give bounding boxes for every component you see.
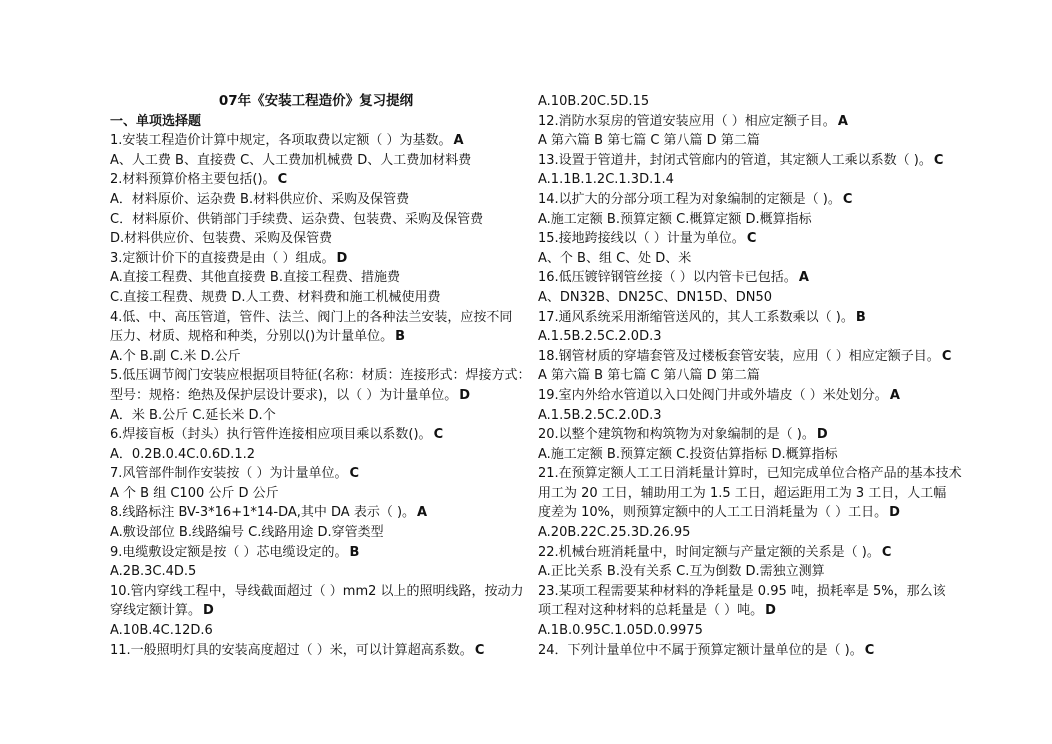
line-text: A.1.5B.2.5C.2.0D.3 [538,407,662,423]
answer-letter: B [395,329,406,345]
line-text: 穿线定额计算。 [110,603,202,619]
line-text: 一、单项选择题 [110,113,202,129]
text-line [110,425,522,445]
answer-letter: A [453,133,464,149]
line-text: 24．下列计量单位中不属于预算定额计量单位的是（ )。 [538,642,863,658]
text-line [110,288,522,308]
text-line [538,406,950,426]
text-line [538,229,950,249]
line-text: A.10B.20C.5D.15 [538,94,650,109]
text-line [110,170,522,190]
answer-letter: C [864,642,875,658]
answer-letter: C [881,544,892,560]
text-line [538,543,950,563]
line-text: A.敷设部位 B.线路编号 C.线路用途 D.穿管类型 [110,525,384,541]
text-line [538,190,950,210]
line-text: A．材料原价、运杂费 B.材料供应价、采购及保管费 [110,191,410,207]
text-line [110,523,522,543]
text-line [538,641,950,661]
line-text: A.个 B.副 C.米 D.公斤 [110,348,241,364]
line-text: A.10B.4C.12D.6 [110,623,213,639]
document-title [110,92,522,112]
text-line [110,249,522,269]
text-line [110,229,522,249]
text-line [538,464,962,484]
line-text: A.施工定额 B.预算定额 C.投资估算指标 D.概算指标 [538,446,838,462]
line-text: A．0.2B.0.4C.0.6D.1.2 [110,446,255,462]
text-line [110,582,522,602]
text-line [538,288,950,308]
answer-letter: C [277,172,288,188]
text-line [538,484,950,504]
text-line [538,151,950,171]
line-text: 度差为 10%，则预算定额中的人工工日消耗量为（ ）工日。 [538,505,888,521]
text-line [110,131,522,151]
text-line [538,249,950,269]
line-text: 14.以扩大的分部分项工程为对象编制的定额是（ )。 [538,191,841,207]
line-text: 21.在预算定额人工工日消耗量计算时，已知完成单位合格产品的基本技术 [538,466,962,482]
answer-letter: C [349,466,360,482]
line-text: A.施工定额 B.预算定额 C.概算定额 D.概算指标 [538,211,812,227]
text-line [538,582,950,602]
text-line [110,464,522,484]
line-text: A 第六篇 B 第七篇 C 第八篇 D 第二篇 [538,368,760,384]
line-text: A 个 B 组 C100 公斤 D 公斤 [110,485,279,501]
answer-letter: A [837,113,848,129]
text-line [538,523,950,543]
answer-letter: D [336,250,348,266]
text-line [538,562,950,582]
answer-letter: A [417,505,428,521]
text-line [538,308,950,328]
line-text: 2.材料预算价格主要包括()。 [110,172,276,188]
text-line [538,112,950,132]
line-text: A、DN32B、DN25C、DN15D、DN50 [538,289,773,305]
right-column [538,92,962,660]
line-text: A.1.1B.1.2C.1.3D.1.4 [538,172,674,188]
text-line [110,268,522,288]
answer-letter: C [746,231,757,247]
text-line [538,621,950,641]
answer-letter: C [842,191,853,207]
text-line [110,445,522,465]
answer-letter: C [474,642,485,658]
line-text: A.1B.0.95C.1.05D.0.9975 [538,623,703,639]
line-text: 18.钢管材质的穿墙套管及过楼板套管安装，应用（ ）相应定额子目。 [538,348,940,364]
answer-letter: D [203,603,214,619]
answer-letter: D [889,505,900,521]
answer-letter: D [816,427,828,443]
left-column [110,92,531,660]
line-text: A、人工费 B、直接费 C、人工费加机械费 D、人工费加材料费 [110,152,472,168]
line-text: A.2B.3C.4D.5 [110,564,197,580]
line-text: 10.管内穿线工程中，导线截面超过（ ）mm2 以上的照明线路，按动力 [110,583,524,599]
text-line [538,170,950,190]
text-line [538,210,950,230]
text-line [110,347,522,367]
text-line [110,190,522,210]
line-text: 8.线路标注 BV-3*16+1*14-DA,其中 DA 表示（ )。 [110,505,416,521]
line-text: A 第六篇 B 第七篇 C 第八篇 D 第二篇 [538,133,760,149]
line-text: 压力、材质、规格和种类，分别以()为计量单位。 [110,329,394,345]
line-text: 13.设置于管道井，封闭式管廊内的管道，其定额人工乘以系数（ )。 [538,152,932,168]
text-line [538,445,950,465]
text-line [110,641,522,661]
text-line [110,210,522,230]
text-line [538,366,950,386]
line-text: 型号：规格：绝热及保护层设计要求)，以（ ）为计量单位。 [110,387,458,403]
line-text: C．材料原价、供销部门手续费、运杂费、包装费、采购及保管费 [110,211,484,227]
text-line [110,562,522,582]
text-line [110,601,522,621]
answer-letter: C [933,152,944,168]
text-line [538,347,950,367]
line-text: C.直接工程费、规费 D.人工费、材料费和施工机械使用费 [110,289,441,305]
answer-letter: A [889,387,900,403]
answer-letter: D [459,387,471,403]
text-line [110,406,522,426]
line-text: A、个 B、组 C、处 D、米 [538,250,692,266]
line-text: 7.风管部件制作安装按（ ）为计量单位。 [110,466,348,482]
line-text: 1.安装工程造价计算中规定，各项取费以定额（ ）为基数。 [110,133,452,149]
answer-letter: A [798,270,809,286]
section-heading [110,112,522,132]
line-text: A.1.5B.2.5C.2.0D.3 [538,329,662,345]
answer-letter: B [349,544,360,560]
text-line [538,92,950,112]
answer-letter: B [855,309,866,325]
text-line [538,327,950,347]
line-text: 22.机械台班消耗量中，时间定额与产量定额的关系是（ )。 [538,544,880,560]
text-line [110,151,522,171]
line-text: 项工程对这种材料的总耗量是（ ）吨。 [538,603,764,619]
text-line [110,543,522,563]
text-line [538,503,950,523]
line-text: A．米 B.公斤 C.延长米 D.个 [110,407,276,423]
text-line [538,131,950,151]
line-text: 20.以整个建筑物和构筑物为对象编制的是（ )。 [538,427,815,443]
line-text: A.直接工程费、其他直接费 B.直接工程费、措施费 [110,270,400,286]
line-text: 用工为 20 工日，辅助用工为 1.5 工日，超运距用工为 3 工日，人工幅 [538,485,947,501]
line-text: 07年《安装工程造价》复习提纲 [218,93,414,109]
line-text: A.正比关系 B.没有关系 C.互为倒数 D.需独立测算 [538,564,825,580]
text-line [110,308,522,328]
line-text: 5.低压调节阀门安装应根据项目特征(名称：材质：连接形式：焊接方式： [110,368,531,384]
text-line [538,601,950,621]
line-text: D.材料供应价、包装费、采购及保管费 [110,231,333,247]
text-line [538,386,950,406]
text-line [110,327,522,347]
answer-letter: C [433,427,444,443]
line-text: 17.通风系统采用渐缩管送风的，其人工系数乘以（ )。 [538,309,854,325]
text-line [110,484,522,504]
line-text: 9.电缆敷设定额是按（ ）芯电缆设定的。 [110,544,348,560]
text-line [538,268,950,288]
line-text: 11.一般照明灯具的安装高度超过（ ）米，可以计算超高系数。 [110,642,473,658]
answer-letter: C [941,348,952,364]
line-text: 16.低压镀锌钢管丝接（ ）以内管卡已包括。 [538,270,797,286]
text-line [110,621,522,641]
line-text: A.20B.22C.25.3D.26.95 [538,525,691,541]
line-text: 3.定额计价下的直接费是由（ ）组成。 [110,250,335,266]
text-line [110,503,522,523]
text-line [538,425,950,445]
line-text: 15.接地跨接线以（ ）计量为单位。 [538,231,745,247]
text-line [110,386,522,406]
line-text: 4.低、中、高压管道，管件、法兰、阀门上的各种法兰安装，应按不同 [110,309,513,325]
answer-letter: D [765,603,776,619]
line-text: 19.室内外给水管道以入口处阀门井或外墙皮（ ）米处划分。 [538,387,888,403]
text-line [110,366,531,386]
line-text: 23.某项工程需要某种材料的净耗量是 0.95 吨，损耗率是 5%，那么该 [538,583,946,599]
line-text: 6.焊接盲板（封头）执行管件连接相应项目乘以系数()。 [110,427,432,443]
line-text: 12.消防水泵房的管道安装应用（ ）相应定额子目。 [538,113,836,129]
